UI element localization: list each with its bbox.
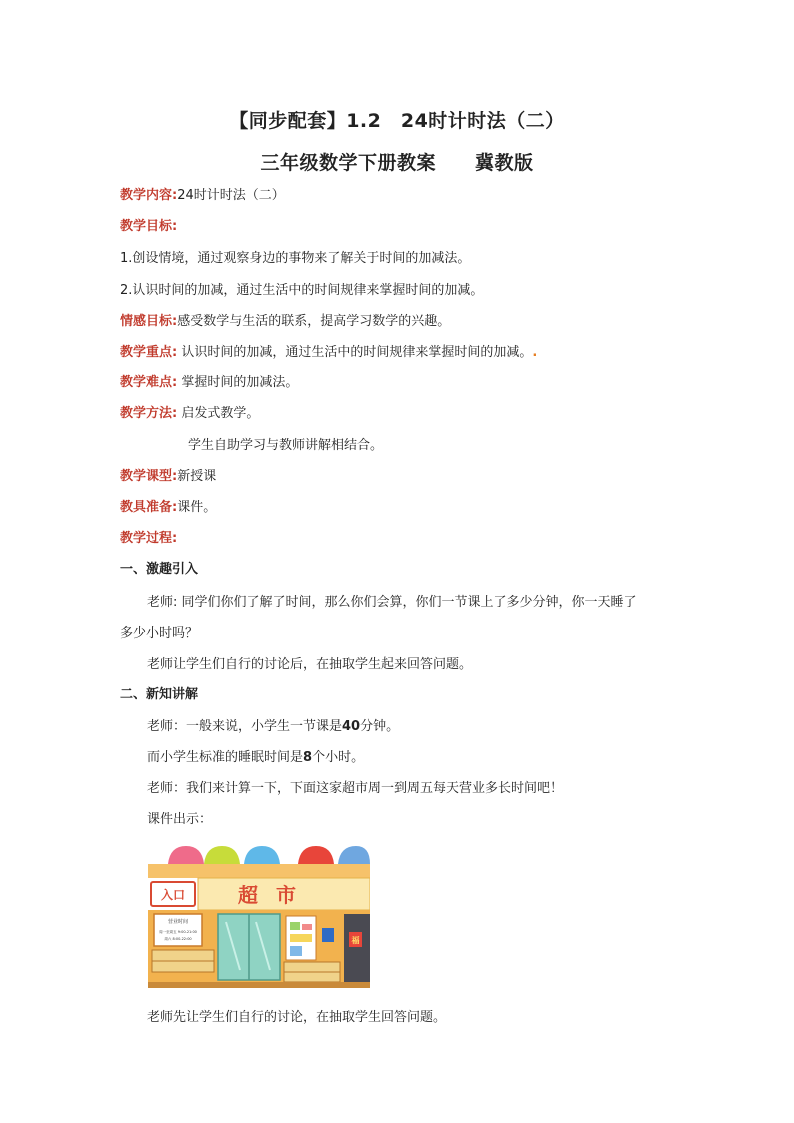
goal-2: 2.认识时间的加减，通过生活中的时间规律来掌握时间的加减。 bbox=[120, 283, 484, 298]
s2-p2-number: 8 bbox=[303, 750, 313, 765]
s2-p1-number: 40 bbox=[342, 719, 361, 734]
lesson-type-label: 教学课型: bbox=[120, 469, 178, 484]
method-line bbox=[120, 405, 259, 423]
difficulty-line bbox=[120, 374, 298, 392]
s2-p2-pre: 而小学生标准的睡眠时间是 bbox=[147, 750, 304, 765]
section-2-paragraph-1 bbox=[147, 718, 399, 736]
teaching-goals-label-line bbox=[120, 218, 177, 236]
section-2-paragraph-3: 老师：我们来计算一下，下面这家超市周一到周五每天营业多长时间吧！ bbox=[147, 781, 564, 796]
method-value-2: 学生自助学习与教师讲解相结合。 bbox=[188, 438, 384, 453]
tools-value: 课件。 bbox=[177, 500, 217, 515]
process-label: 教学过程: bbox=[120, 531, 178, 546]
hours-title: 营业时间 bbox=[167, 919, 189, 925]
document-title: 【同步配套】1.2 24时计时法（二） bbox=[229, 110, 565, 132]
tools-label: 教具准备: bbox=[120, 500, 178, 515]
section-2-paragraph-4: 课件出示： bbox=[147, 812, 213, 827]
lesson-type-value: 新授课 bbox=[177, 469, 217, 484]
fu-sign-text: 福 bbox=[351, 936, 360, 945]
section-1-paragraph-2: 老师让学生们自行的讨论后，在抽取学生起来回答问题。 bbox=[147, 657, 473, 672]
section-1-heading: 一、激趣引入 bbox=[120, 562, 199, 577]
section-2-paragraph-2 bbox=[147, 749, 364, 767]
method-label: 教学方法: bbox=[120, 406, 178, 421]
store-sign-text: 超市 bbox=[238, 883, 314, 907]
emotion-goal-label: 情感目标: bbox=[120, 314, 178, 329]
key-point-dot: . bbox=[532, 345, 538, 360]
key-point-value: 认识时间的加减，通过生活中的时间规律来掌握时间的加减。 bbox=[181, 345, 533, 360]
emotion-goal-line bbox=[120, 313, 450, 331]
key-point-label: 教学重点: bbox=[120, 345, 178, 360]
teaching-content-line bbox=[120, 187, 285, 205]
s2-p1-pre: 老师：一般来说，小学生一节课是 bbox=[147, 719, 343, 734]
difficulty-value: 掌握时间的加减法。 bbox=[181, 375, 299, 390]
section-2-paragraph-5: 老师先让学生们自行的讨论，在抽取学生回答问题。 bbox=[147, 1010, 447, 1025]
hours-line-2: 周六 8:00-22:00 bbox=[164, 937, 192, 941]
goal-1: 1.创设情境，通过观察身边的事物来了解关于时间的加减法。 bbox=[120, 251, 471, 266]
s2-p1-post: 分钟。 bbox=[360, 719, 400, 734]
difficulty-label: 教学难点: bbox=[120, 375, 178, 390]
s2-p2-post: 个小时。 bbox=[312, 750, 365, 765]
section-1-paragraph-1a: 老师: 同学们你们了解了时间，那么你们会算，你们一节课上了多少分钟，你一天睡了 bbox=[147, 595, 637, 610]
supermarket-illustration bbox=[148, 842, 370, 988]
teaching-goals-label: 教学目标: bbox=[120, 219, 178, 234]
entrance-sign-text: 入口 bbox=[160, 888, 186, 902]
process-label-line bbox=[120, 530, 177, 548]
section-1-paragraph-1b: 多少小时吗？ bbox=[120, 626, 199, 641]
teaching-content-value: 24时计时法（二） bbox=[177, 188, 285, 203]
method-value-1: 启发式教学。 bbox=[181, 406, 260, 421]
key-point-line bbox=[120, 344, 537, 362]
tools-line bbox=[120, 499, 216, 517]
lesson-type-line bbox=[120, 468, 216, 486]
section-2-heading: 二、新知讲解 bbox=[120, 687, 199, 702]
document-subtitle: 三年级数学下册教案 冀教版 bbox=[260, 152, 534, 174]
hours-line-1: 周一至周五 9:00-21:00 bbox=[159, 930, 197, 934]
emotion-goal-value: 感受数学与生活的联系，提高学习数学的兴趣。 bbox=[177, 314, 451, 329]
teaching-content-label: 教学内容: bbox=[120, 188, 178, 203]
